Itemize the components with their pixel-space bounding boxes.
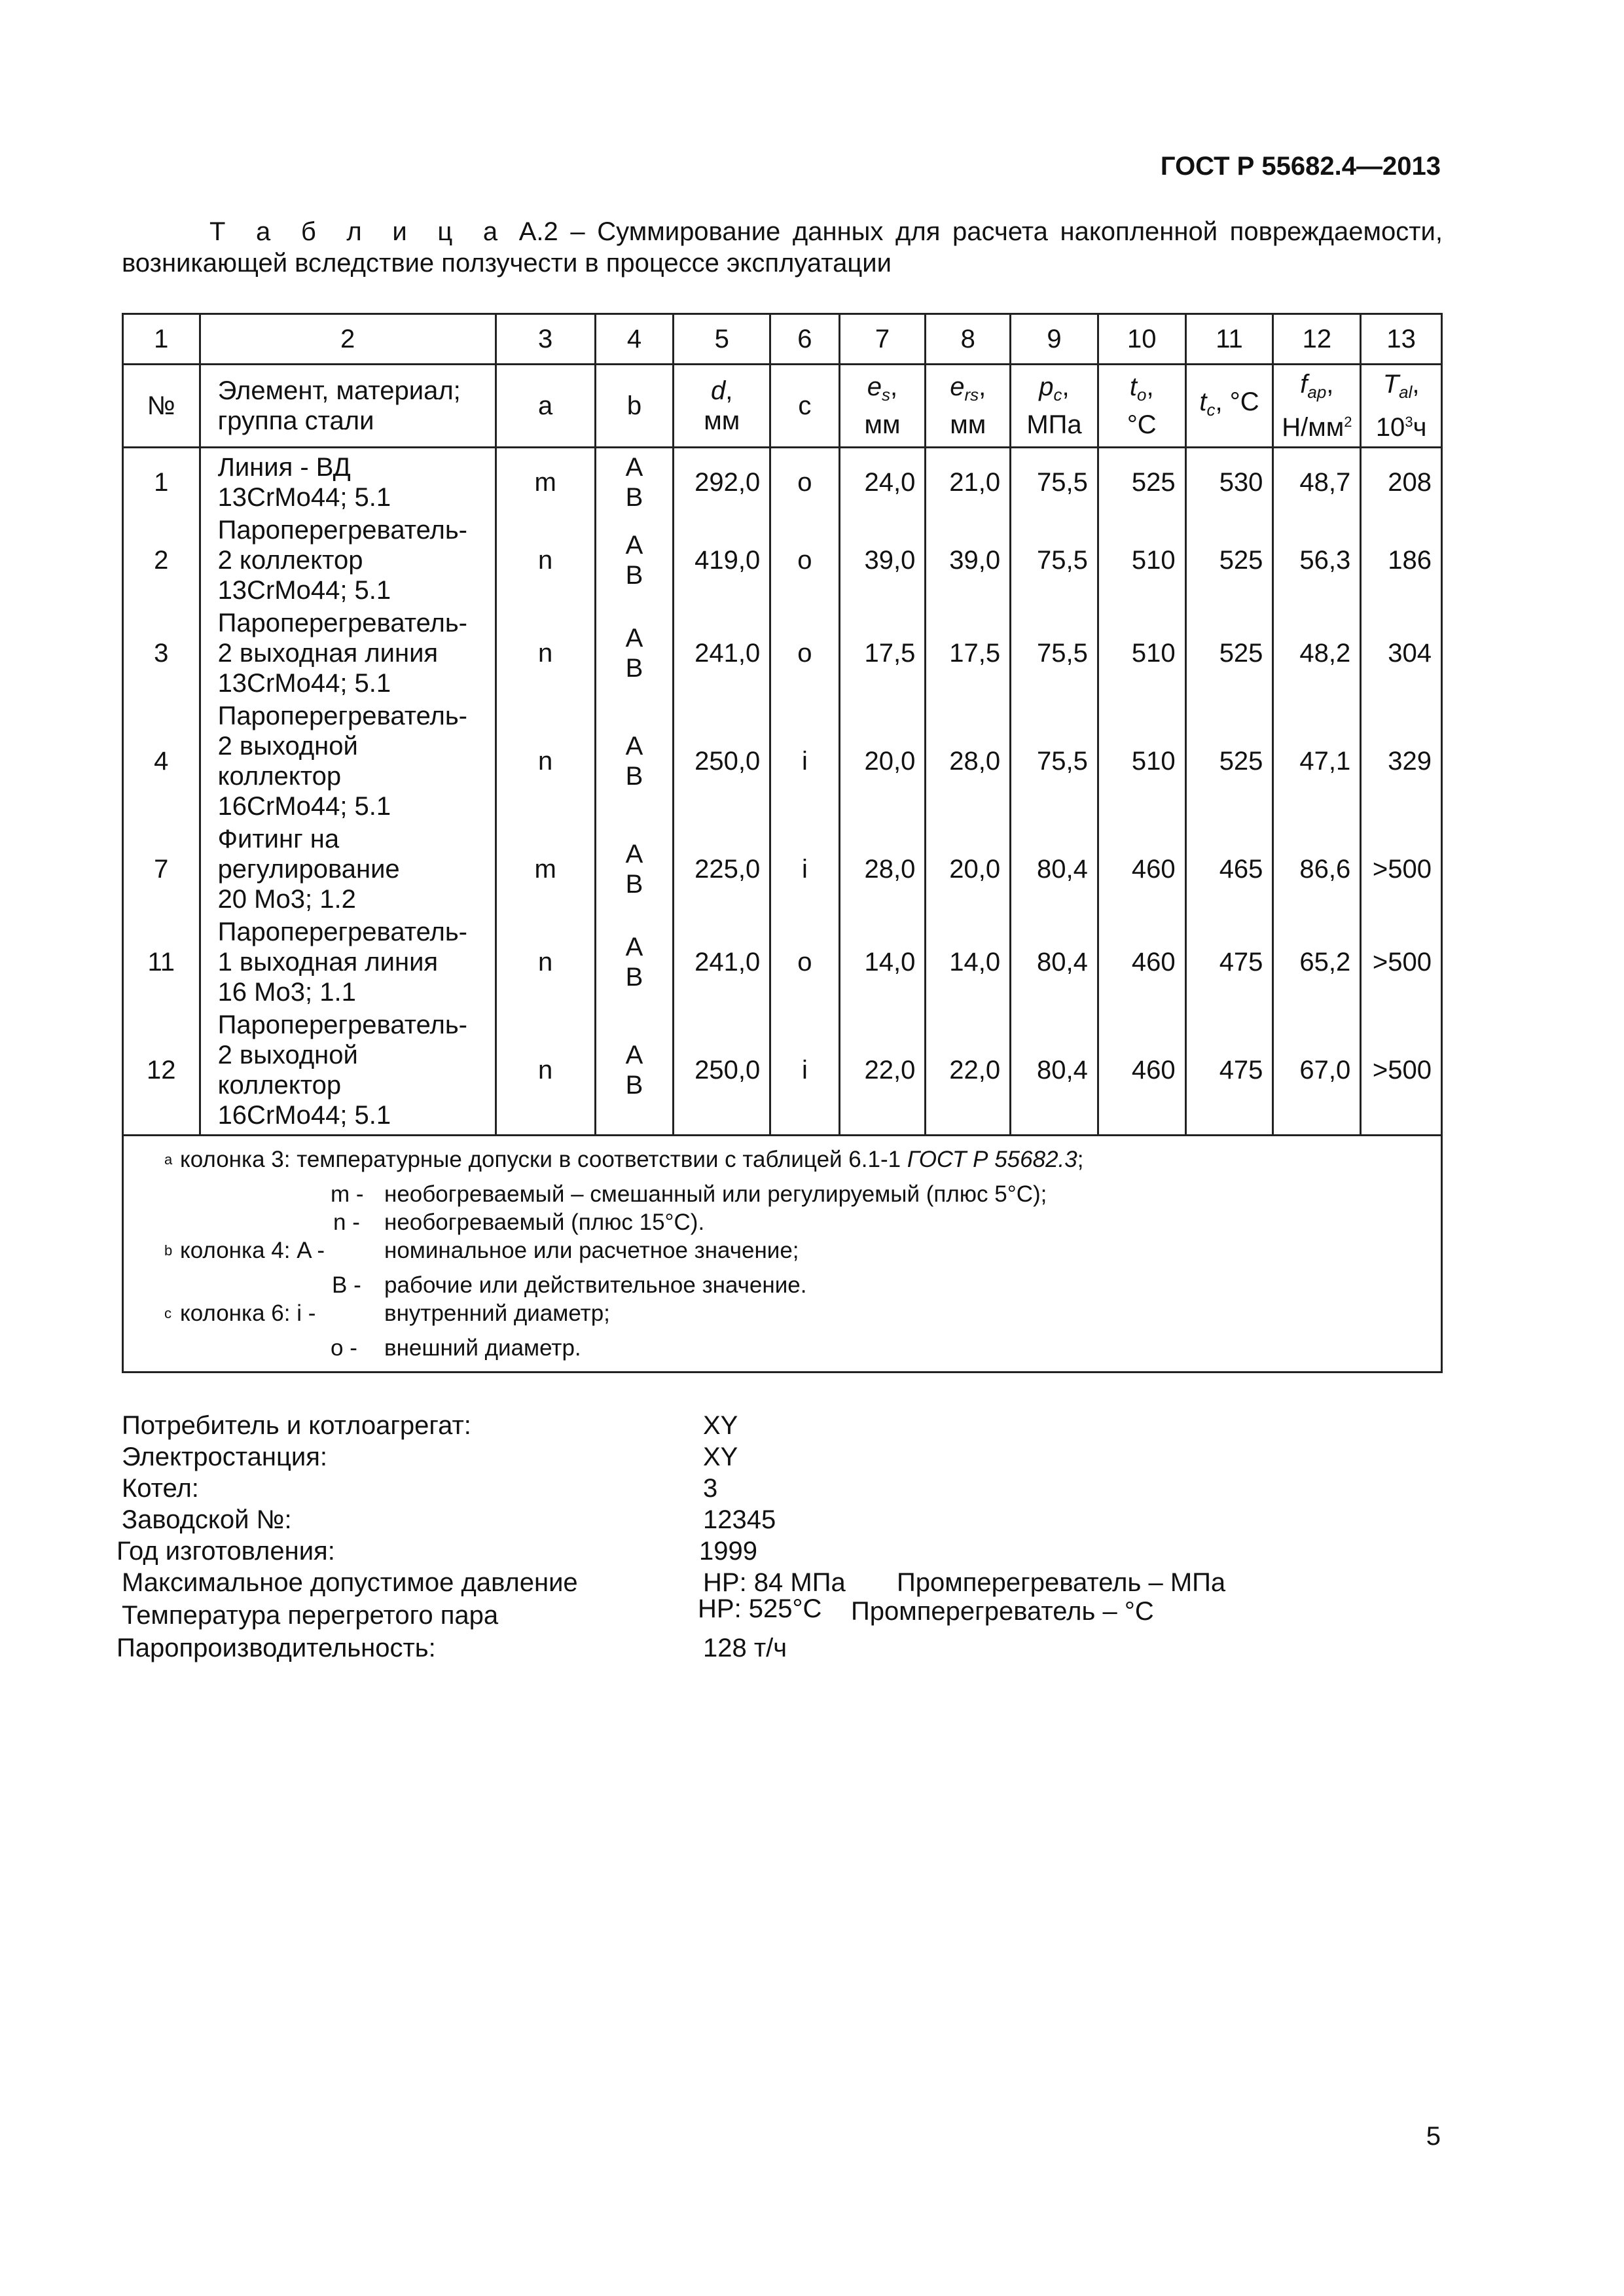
cell-b: A B [595, 1009, 674, 1136]
header-row [123, 365, 1442, 448]
cell-no: 4 [123, 700, 200, 823]
cell-fap: 86,6 [1273, 823, 1361, 916]
boiler-value: 3 [703, 1474, 718, 1503]
cell-a: n [496, 700, 595, 823]
header-pc: $p_c$, МПа [1011, 365, 1098, 448]
cell-to: 460 [1098, 823, 1185, 916]
cell-ers: 20,0 [926, 823, 1011, 916]
caption-text-1: – Суммирование данных для расчета накопленной повреждаемости, [570, 217, 1443, 246]
year-label: Год изготовления: [117, 1537, 335, 1566]
cell-pc: 75,5 [1011, 607, 1098, 700]
cell-ers: 22,0 [926, 1009, 1011, 1136]
cell-d: 225,0 [674, 823, 770, 916]
cell-tc: 525 [1185, 607, 1273, 700]
cell-no: 11 [123, 916, 200, 1009]
header-d: d, мм [674, 365, 770, 448]
cell-to: 460 [1098, 1009, 1185, 1136]
cell-a: n [496, 1009, 595, 1136]
cell-to: 510 [1098, 700, 1185, 823]
column-number: 2 [200, 314, 496, 365]
consumer-label: Потребитель и котлоагрегат: [122, 1411, 471, 1440]
cell-no: 12 [123, 1009, 200, 1136]
footnote-a: $^a$ колонка 3: температурные допуски в соответствии с таблицей 6.1-1 ГОСТ Р 55682.3; m - необогреваемый – смешанный или регулируемый (плюс 5°С); n - необогреваемый (плюс 15°С). [164, 1147, 1084, 1235]
cell-no: 1 [123, 448, 200, 514]
cell-pc: 80,4 [1011, 916, 1098, 1009]
table-row [123, 823, 1442, 916]
cell-a: n [496, 514, 595, 607]
table-row [123, 700, 1442, 823]
header-ers: $e_{rs}$, мм [926, 365, 1011, 448]
cell-to: 510 [1098, 514, 1185, 607]
plant-label: Электростанция: [122, 1443, 328, 1471]
temp-label: Температура перегретого пара [122, 1601, 499, 1630]
year-value: 1999 [699, 1537, 757, 1566]
cell-fap: 48,2 [1273, 607, 1361, 700]
cell-to: 460 [1098, 916, 1185, 1009]
cell-es: 24,0 [839, 448, 926, 514]
cell-c: i [770, 700, 839, 823]
column-number-row [123, 314, 1442, 365]
cell-tal: >500 [1361, 823, 1442, 916]
cell-b: A B [595, 823, 674, 916]
cell-d: 250,0 [674, 700, 770, 823]
column-number: 9 [1011, 314, 1098, 365]
cell-tc: 525 [1185, 514, 1273, 607]
cell-es: 28,0 [839, 823, 926, 916]
cell-element: Фитинг на регулирование 20 Mo3; 1.2 [200, 823, 496, 916]
cell-d: 241,0 [674, 916, 770, 1009]
cell-to: 510 [1098, 607, 1185, 700]
cell-c: o [770, 448, 839, 514]
cell-ers: 39,0 [926, 514, 1011, 607]
cell-es: 22,0 [839, 1009, 926, 1136]
column-number: 10 [1098, 314, 1185, 365]
cell-b: A B [595, 916, 674, 1009]
cell-es: 20,0 [839, 700, 926, 823]
cell-pc: 75,5 [1011, 514, 1098, 607]
cell-ers: 14,0 [926, 916, 1011, 1009]
table-row [123, 1009, 1442, 1136]
column-number: 13 [1361, 314, 1442, 365]
cell-element: Пароперегреватель- 2 выходной коллектор 16CrMo44; 5.1 [200, 1009, 496, 1136]
header-to: $t_o$, °C [1098, 365, 1185, 448]
cell-pc: 80,4 [1011, 823, 1098, 916]
cell-to: 525 [1098, 448, 1185, 514]
column-number: 3 [496, 314, 595, 365]
cell-pc: 75,5 [1011, 448, 1098, 514]
header-es: $e_s$, мм [839, 365, 926, 448]
document-id: ГОСТ Р 55682.4—2013 [1160, 152, 1441, 181]
cell-no: 7 [123, 823, 200, 916]
page-number: 5 [1426, 2122, 1441, 2151]
caption-number: А.2 [518, 217, 558, 246]
consumer-value: XY [703, 1411, 738, 1440]
cell-ers: 21,0 [926, 448, 1011, 514]
header-no: № [123, 365, 200, 448]
table-row [123, 448, 1442, 514]
table-body [123, 448, 1442, 1136]
temp-hp: HP: 525°С [698, 1594, 822, 1623]
capacity-label: Паропроизводительность: [117, 1634, 436, 1662]
cell-c: o [770, 514, 839, 607]
cell-a: n [496, 916, 595, 1009]
cell-tal: >500 [1361, 1009, 1442, 1136]
column-number: 8 [926, 314, 1011, 365]
pressure-reheater: Промперегреватель – МПа [897, 1568, 1226, 1597]
cell-element: Пароперегреватель- 1 выходная линия 16 Mo3; 1.1 [200, 916, 496, 1009]
boiler-label: Котел: [122, 1474, 199, 1503]
cell-c: i [770, 1009, 839, 1136]
cell-fap: 47,1 [1273, 700, 1361, 823]
cell-tal: 208 [1361, 448, 1442, 514]
serial-label: Заводской №: [122, 1505, 292, 1534]
cell-tal: 186 [1361, 514, 1442, 607]
cell-tal: >500 [1361, 916, 1442, 1009]
cell-c: o [770, 916, 839, 1009]
cell-tc: 525 [1185, 700, 1273, 823]
cell-fap: 48,7 [1273, 448, 1361, 514]
footnote-c: $^c$ колонка 6: i - внутренний диаметр; o - внешний диаметр. [164, 1300, 610, 1361]
header-tc: $t_c$, °C [1185, 365, 1273, 448]
cell-a: m [496, 448, 595, 514]
cell-c: i [770, 823, 839, 916]
caption-label: Т а б л и ц а [209, 217, 507, 246]
plant-value: XY [703, 1443, 738, 1471]
cell-d: 250,0 [674, 1009, 770, 1136]
cell-b: A B [595, 448, 674, 514]
column-number: 12 [1273, 314, 1361, 365]
cell-tc: 465 [1185, 823, 1273, 916]
cell-fap: 56,3 [1273, 514, 1361, 607]
capacity-value: 128 т/ч [703, 1634, 787, 1662]
footnote-row [123, 1136, 1442, 1372]
cell-a: m [496, 823, 595, 916]
header-tal: $T_{al}$, $10^3ч$ [1361, 365, 1442, 448]
header-c: c [770, 365, 839, 448]
cell-fap: 65,2 [1273, 916, 1361, 1009]
column-number: 7 [839, 314, 926, 365]
table-row [123, 607, 1442, 700]
cell-tal: 304 [1361, 607, 1442, 700]
cell-tc: 475 [1185, 1009, 1273, 1136]
footnotes [123, 1136, 1442, 1372]
column-number: 1 [123, 314, 200, 365]
pressure-hp: HP: 84 МПа [703, 1568, 846, 1597]
cell-element: Линия - ВД 13CrMo44; 5.1 [200, 448, 496, 514]
header-b: b [595, 365, 674, 448]
cell-tal: 329 [1361, 700, 1442, 823]
cell-b: A B [595, 514, 674, 607]
table-caption [122, 216, 1443, 279]
cell-no: 3 [123, 607, 200, 700]
column-number: 6 [770, 314, 839, 365]
cell-es: 17,5 [839, 607, 926, 700]
cell-fap: 67,0 [1273, 1009, 1361, 1136]
header-element: Элемент, материал; группа стали [200, 365, 496, 448]
cell-es: 39,0 [839, 514, 926, 607]
table-row [123, 514, 1442, 607]
cell-pc: 75,5 [1011, 700, 1098, 823]
cell-es: 14,0 [839, 916, 926, 1009]
column-number: 4 [595, 314, 674, 365]
cell-b: A B [595, 607, 674, 700]
column-number: 5 [674, 314, 770, 365]
header-a: a [496, 365, 595, 448]
serial-value: 12345 [703, 1505, 776, 1534]
cell-d: 419,0 [674, 514, 770, 607]
cell-pc: 80,4 [1011, 1009, 1098, 1136]
cell-c: o [770, 607, 839, 700]
cell-element: Пароперегреватель- 2 выходной коллектор 16CrMo44; 5.1 [200, 700, 496, 823]
column-number: 11 [1185, 314, 1273, 365]
cell-ers: 28,0 [926, 700, 1011, 823]
header-fap: $f_{ap}$, $Н/мм^2$ [1273, 365, 1361, 448]
cell-a: n [496, 607, 595, 700]
cell-element: Пароперегреватель- 2 выходная линия 13CrMo44; 5.1 [200, 607, 496, 700]
cell-tc: 530 [1185, 448, 1273, 514]
pressure-label: Максимальное допустимое давление [122, 1568, 578, 1597]
cell-element: Пароперегреватель- 2 коллектор 13CrMo44; 5.1 [200, 514, 496, 607]
temp-reheater: Промперегреватель – °С [851, 1597, 1154, 1626]
caption-text-2: возникающей вследствие ползучести в процессе эксплуатации [122, 249, 892, 278]
damage-table [122, 313, 1443, 1373]
cell-tc: 475 [1185, 916, 1273, 1009]
cell-d: 241,0 [674, 607, 770, 700]
cell-d: 292,0 [674, 448, 770, 514]
cell-no: 2 [123, 514, 200, 607]
cell-b: A B [595, 700, 674, 823]
footnote-b: $^b$ колонка 4: A - номинальное или расчетное значение; B - рабочие или действительное значение. [164, 1238, 807, 1298]
cell-ers: 17,5 [926, 607, 1011, 700]
table-row [123, 916, 1442, 1009]
